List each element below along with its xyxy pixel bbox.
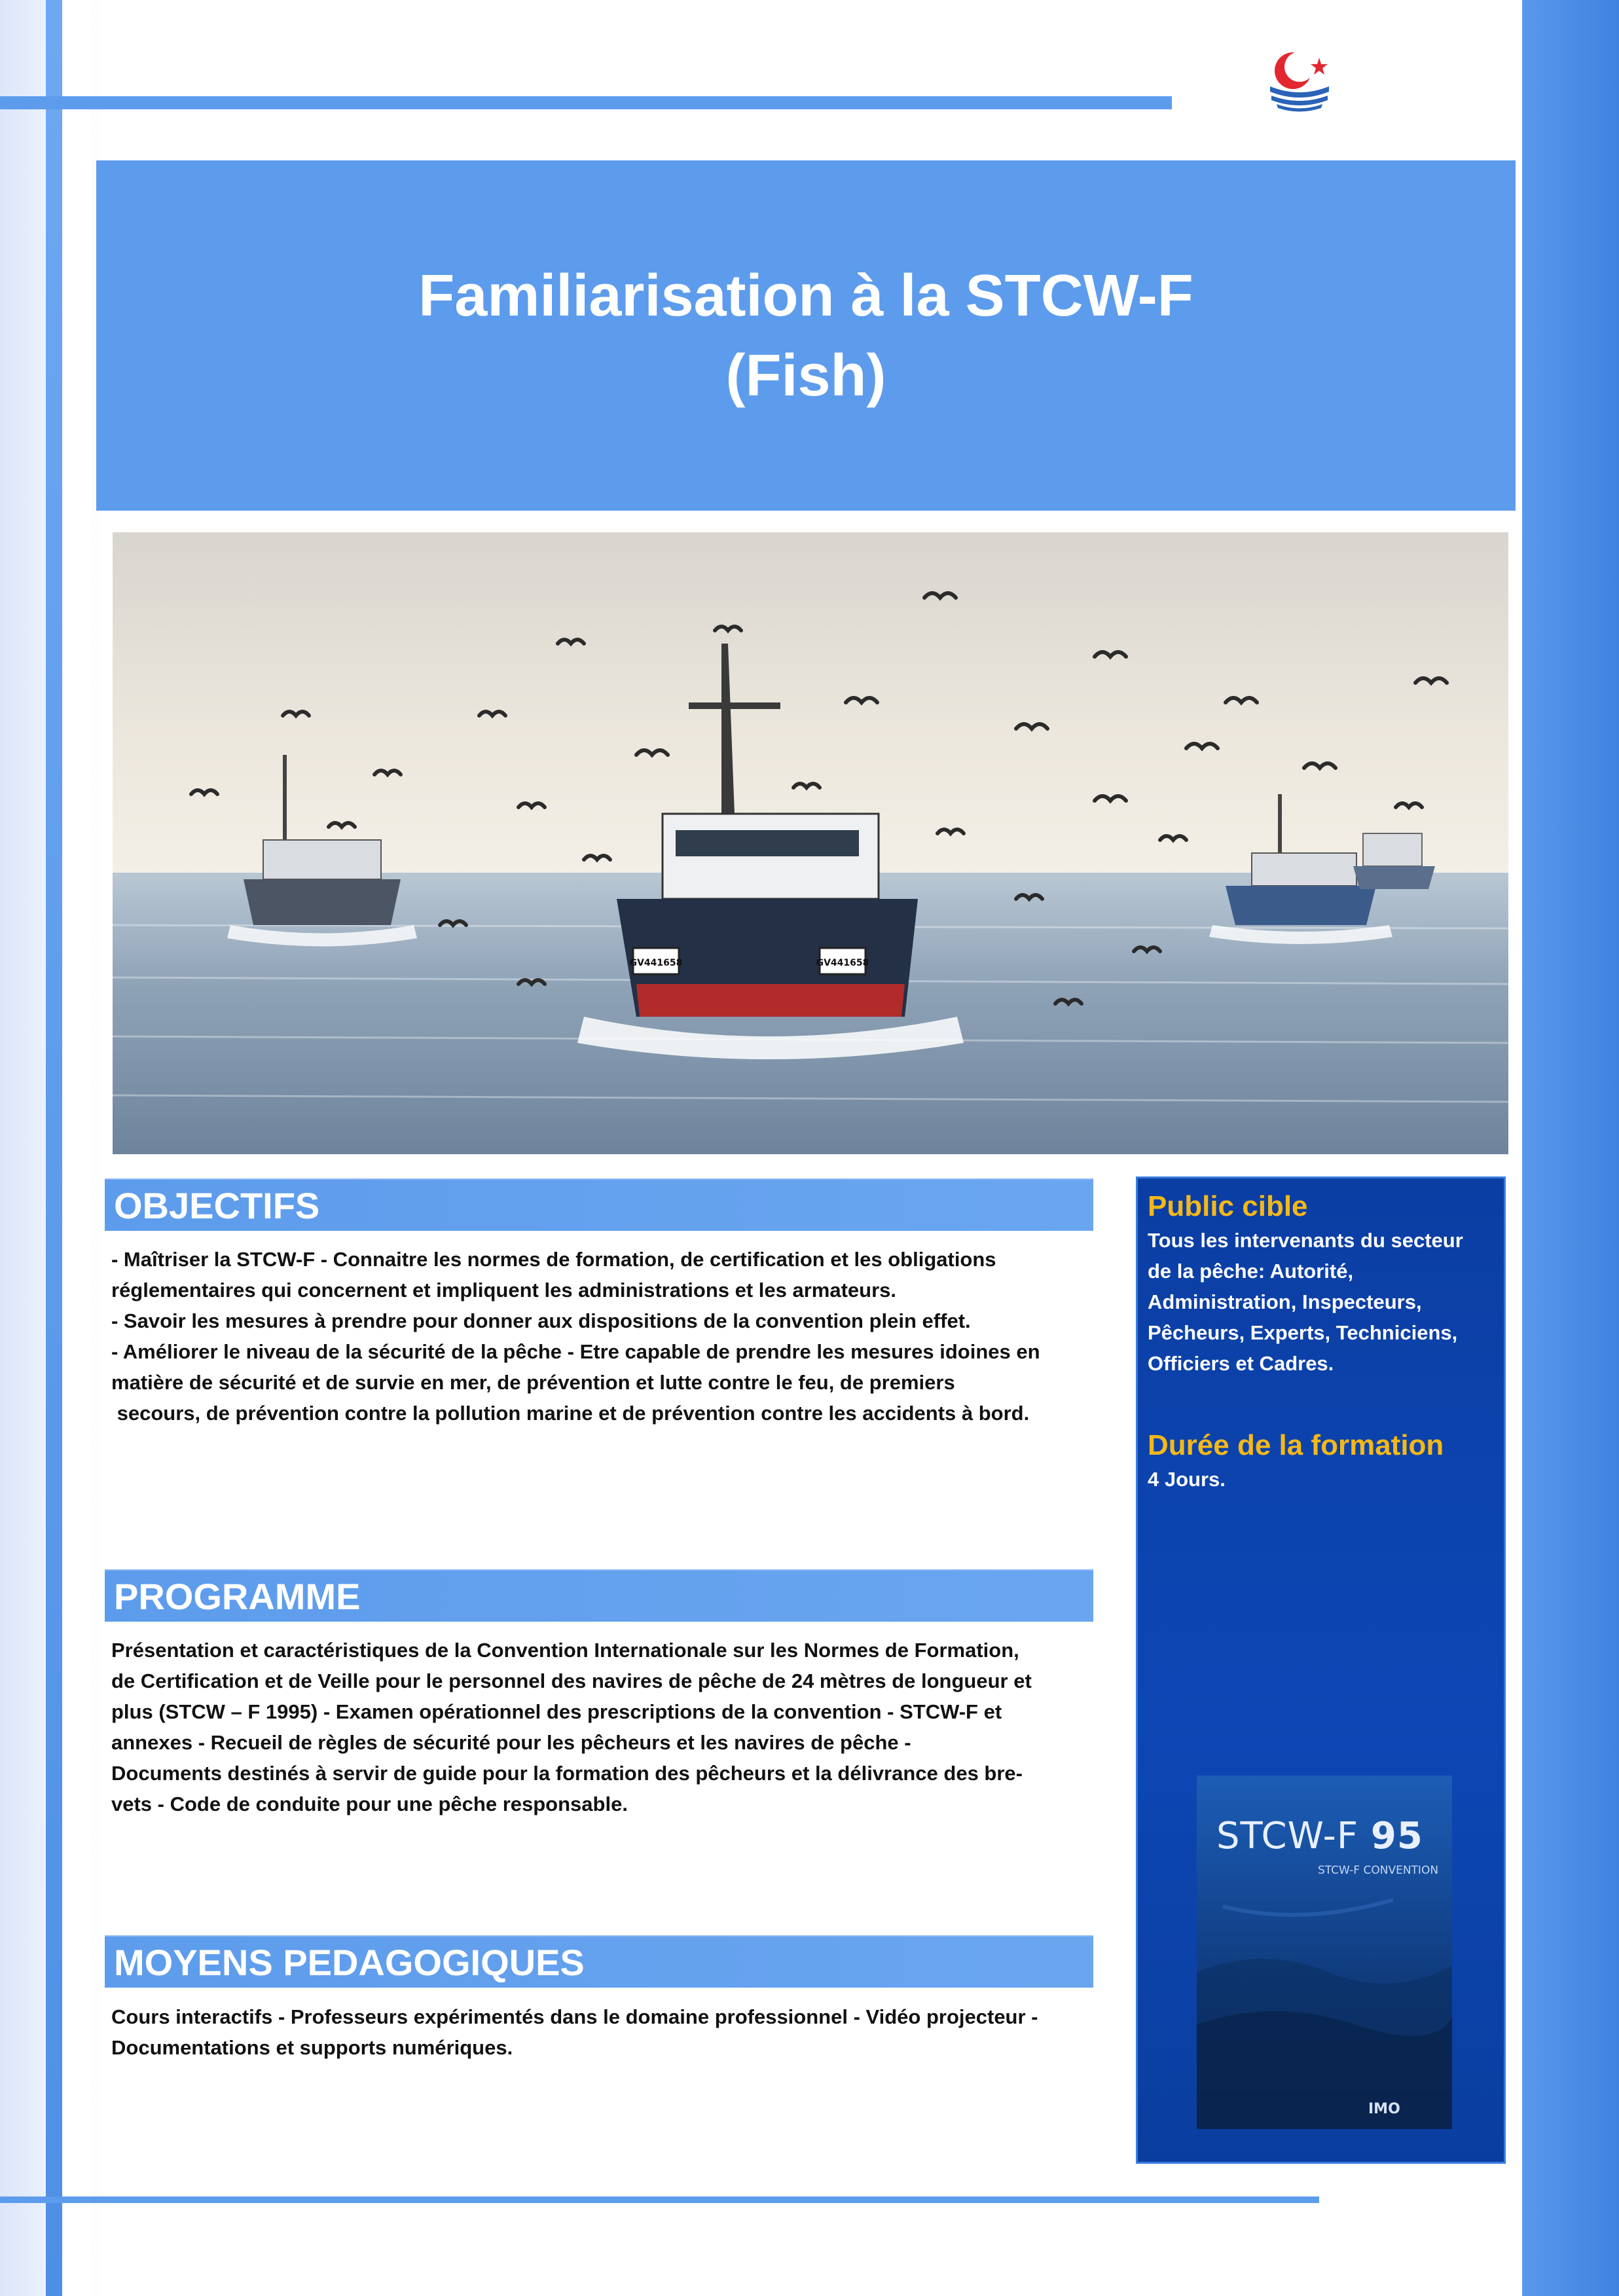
objectifs-line: - Améliorer le niveau de la sécurité de la pêche - Etre capable de prendre les mesures idoines en [111,1340,1040,1363]
public-cible-line: Tous les intervenants du secteur [1148,1229,1463,1252]
duree-section [1148,1427,1495,1495]
page-subtitle: (Fish) [725,342,886,409]
crescent-star-logo-icon [1264,46,1336,118]
hero-photo [113,532,1508,1154]
public-cible-section [1148,1188,1495,1379]
book-title [1216,1815,1423,1857]
logo [1264,46,1336,118]
moyens-text [111,2001,1106,2063]
fishing-boats-image [113,532,1508,1154]
public-cible-line: Pêcheurs, Experts, Techniciens, [1148,1321,1458,1344]
bottom-frame-bar [0,2196,1319,2203]
moyens-line: Documentations et supports numériques. [111,2036,513,2059]
book-title-number: 95 [1370,1815,1423,1857]
left-frame-inner [62,0,92,2296]
book-subtitle: STCW-F CONVENTION [1318,1864,1439,1877]
duree-value: 4 Jours. [1148,1468,1226,1491]
objectifs-line: matière de sécurité et de survie en mer, de prévention et lutte contre le feu, de premiers [111,1371,955,1394]
objectifs-line: secours, de prévention contre la pollution marine et de prévention contre les accidents à bord. [111,1402,1030,1425]
objectifs-line: - Savoir les mesures à prendre pour donner aux dispositions de la convention plein effet. [111,1309,971,1332]
duree-heading: Durée de la formation [1148,1429,1444,1461]
programme-text [111,1635,1106,1819]
objectifs-text [111,1244,1106,1429]
programme-heading: PROGRAMME [105,1569,1093,1622]
public-cible-line: Officiers et Cadres. [1148,1352,1334,1375]
programme-line: annexes - Recueil de règles de sécurité pour les pêcheurs et les navires de pêche - [111,1731,911,1754]
title-banner [96,160,1516,511]
objectifs-line: réglementaires qui concernent et impliquent les administrations et les armateurs. [111,1279,897,1302]
moyens-line: Cours interactifs - Professeurs expérimentés dans le domaine professionnel - Vidéo projecteur - [111,2005,1038,2028]
objectifs-heading: OBJECTIFS [105,1178,1093,1231]
moyens-heading: MOYENS PEDAGOGIQUES [105,1935,1093,1988]
programme-line: Présentation et caractéristiques de la Convention Internationale sur les Normes de Formation, [111,1639,1019,1662]
objectifs-line: - Maîtriser la STCW-F - Connaitre les normes de formation, de certification et les obligations [111,1248,996,1271]
public-cible-line: Administration, Inspecteurs, [1148,1290,1422,1313]
page-title: Familiarisation à la STCW-F [418,263,1193,329]
programme-line: Documents destinés à servir de guide pour la formation des pêcheurs et la délivrance des bre- [111,1762,1023,1785]
book-cover [1197,1776,1452,2129]
book-publisher: IMO [1368,2101,1400,2117]
right-frame-bar [1522,0,1619,2296]
programme-line: de Certification et de Veille pour le personnel des navires de pêche de 24 mètres de longueur et [111,1669,1032,1692]
hull-mark: GV441658 [816,958,869,968]
book-title-main: STCW-F [1216,1815,1359,1857]
public-cible-heading: Public cible [1148,1190,1308,1222]
programme-line: vets - Code de conduite pour une pêche responsable. [111,1793,628,1815]
hull-mark: GV441658 [629,958,683,968]
public-cible-line: de la pêche: Autorité, [1148,1260,1354,1283]
programme-line: plus (STCW – F 1995) - Examen opérationnel des prescriptions de la convention - STCW-F et [111,1700,1002,1723]
top-frame-bar [0,96,1172,109]
